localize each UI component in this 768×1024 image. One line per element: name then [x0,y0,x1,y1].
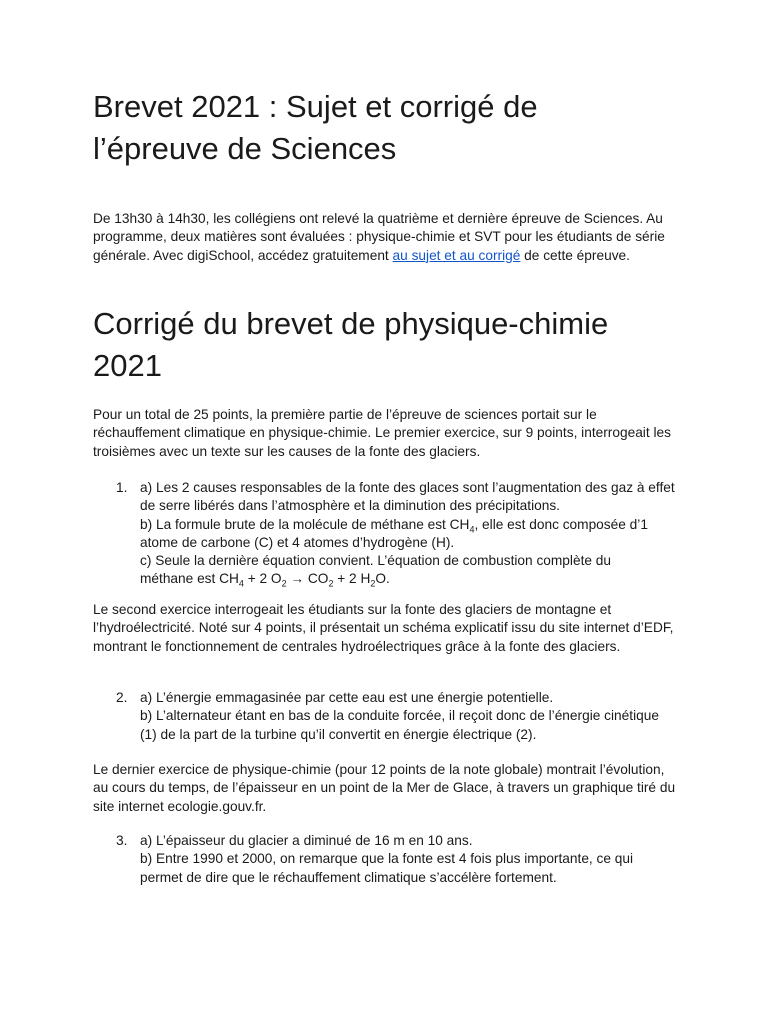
section-title-line-1: Corrigé du brevet de physique-chimie [93,306,609,341]
answer-1a: a) Les 2 causes responsables de la fonte des glaces sont l’augmentation des gaz à effet de serre libérés dans l’atmosphère et la diminution des précipitations. [140,480,675,514]
eq-sub-4: 2 [370,579,376,590]
answer-1c-equation [140,570,676,588]
eq-sub-1: 4 [238,579,244,590]
intro-paragraph [93,210,678,265]
page-title [93,86,683,170]
answer-1b-text-after: , elle est donc composée d’1 atome de carbone (C) et 4 atomes d’hydrogène (H). [140,516,648,550]
paragraph-exercise-1-intro: Pour un total de 25 points, la première partie de l’épreuve de sciences portait sur le réchauffement climatique en physique-chimie. Le premier exercice, sur 9 points, interrogeait les troisièmes avec un texte sur les causes de la fonte des glaciers. [93,407,671,459]
list-item-2-body [140,689,676,744]
list-item-3-body [140,832,676,887]
page-title-line-2: l’épreuve de Sciences [93,131,397,166]
paragraph-exercise-2-intro: Le second exercice interrogeait les étudiants sur la fonte des glaciers de montagne et l’hydroélectricité. Noté sur 4 points, il présentait un schéma explicatif issu du site internet d’EDF, montrant le fonctionnement de centrales hydroélectriques grâce à la fonte des glaciers. [93,602,674,654]
answer-2b: b) L’alternateur étant en bas de la conduite forcée, il reçoit donc de l’énergie cinétique (1) de la part de la turbine qu’il convertit en énergie électrique (2). [140,708,659,742]
answer-1b [140,516,676,553]
list-number-2: 2. [116,690,128,705]
eq-part-5: O. [375,571,390,587]
section-title-line-2: 2021 [93,348,162,383]
list-item-2 [116,689,676,744]
eq-part-3: → CO [286,571,329,587]
answer-1c: c) Seule la dernière équation convient. L’équation de combustion complète du [140,553,612,569]
intro-text-before-link: De 13h30 à 14h30, les collégiens ont relevé la quatrième et dernière épreuve de Sciences. Au programme, deux matières sont évaluées : physique-chimie et SVT pour les étudiants de série générale. Avec digiSchool, accédez gratuitement [93,211,665,263]
list-item-1 [116,479,676,589]
eq-sub-2: 2 [281,579,287,590]
answer-1b-text: b) La formule brute de la molécule de méthane est CH [140,516,470,532]
answer-3a: a) L’épaisseur du glacier a diminué de 16 m en 10 ans. [140,833,473,848]
answer-1b-sub: 4 [469,524,475,535]
intro-text-after-link: de cette épreuve. [520,247,630,263]
page-title-line-1: Brevet 2021 : Sujet et corrigé de [93,89,538,124]
eq-part-4: + 2 H [333,571,371,587]
eq-part-1: méthane est CH [140,571,239,587]
subject-and-correction-link[interactable]: au sujet et au corrigé [392,247,521,263]
section-title [93,303,683,387]
list-number-3: 3. [116,833,128,848]
answer-3b: b) Entre 1990 et 2000, on remarque que la fonte est 4 fois plus importante, ce qui permet de dire que le réchauffement climatique s’accélère fortement. [140,851,634,885]
list-item-3 [116,832,676,887]
eq-part-2: + 2 O [243,571,282,587]
list-item-1-body [140,479,676,589]
eq-sub-3: 2 [328,579,334,590]
paragraph-exercise-3-intro: Le dernier exercice de physique-chimie (pour 12 points de la note globale) montrait l’évolution, au cours du temps, de l’épaisseur en un point de la Mer de Glace, à travers un graphique tiré du site internet ecologie.gouv.fr. [93,762,676,814]
list-number-1: 1. [116,480,128,495]
answer-2a: a) L’énergie emmagasinée par cette eau est une énergie potentielle. [140,690,554,705]
